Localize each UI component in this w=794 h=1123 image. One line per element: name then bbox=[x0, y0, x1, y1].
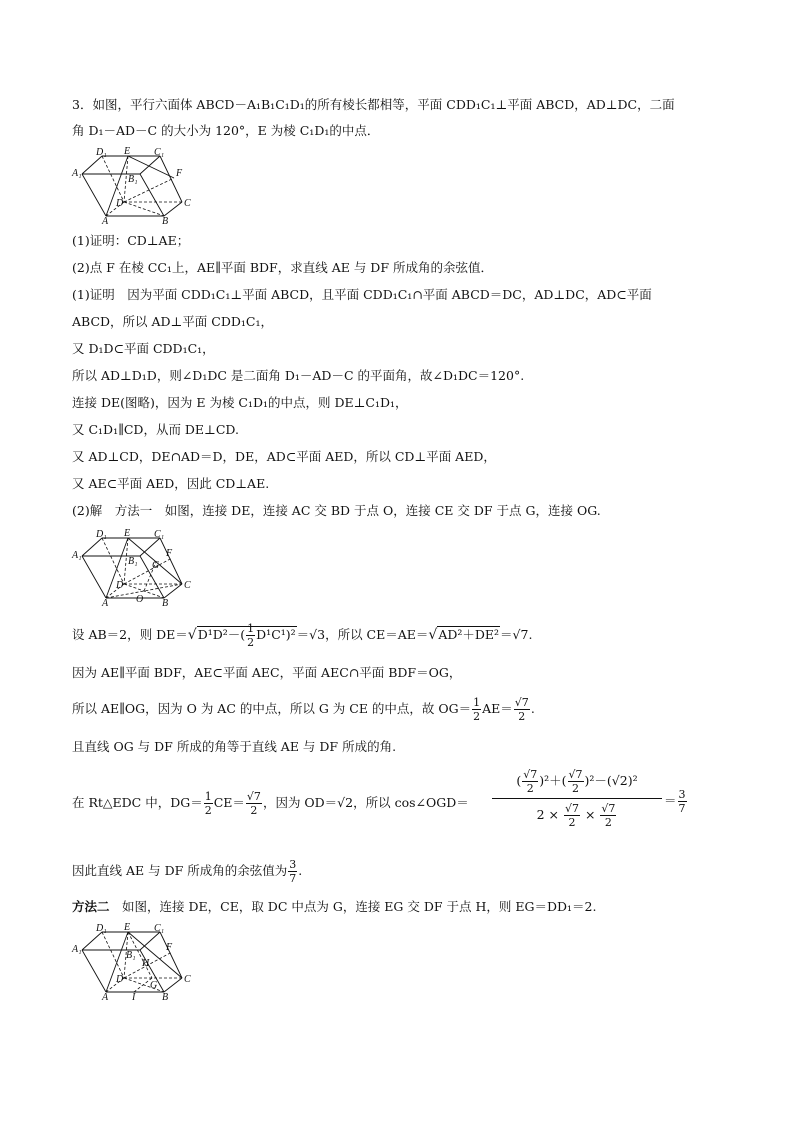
label-B1: B₁ bbox=[126, 950, 136, 961]
label-B: B bbox=[162, 598, 169, 608]
label-C1: C₁ bbox=[154, 147, 165, 158]
proof1-line-4: 所以 AD⊥D₁D，则∠D₁DC 是二面角 D₁－AD－C 的平面角，故∠D₁DC＝120°. bbox=[72, 368, 525, 383]
question-2: (2)点 F 在棱 CC₁上，AE∥平面 BDF，求直线 AE 与 DF 所成角的余弦值． bbox=[72, 260, 493, 275]
label-D: D bbox=[116, 580, 124, 591]
label-B1: B₁ bbox=[128, 174, 138, 185]
proof2-line-1: (2)解 方法一 如图，连接 DE，连接 AC 交 BD 于点 O，连接 CE 交 DF 于点 G，连接 OG. bbox=[72, 503, 601, 518]
label-I: I bbox=[132, 992, 136, 1003]
label-H: H bbox=[142, 958, 150, 969]
proof2-line-8: 方法二 如图，连接 DE，CE，取 DC 中点为 G，连接 EG 交 DF 于点 H，则 EG＝DD₁＝2. bbox=[72, 899, 597, 914]
label-C: C bbox=[184, 580, 191, 591]
radical-AE: AD²＋DE² bbox=[438, 627, 500, 642]
parallelepiped-diagram-2 bbox=[70, 528, 200, 608]
label-B: B bbox=[162, 992, 169, 1003]
label-D1: D₁ bbox=[96, 529, 107, 540]
label-D: D bbox=[116, 198, 124, 209]
label-C1: C₁ bbox=[154, 529, 165, 540]
label-C1: C₁ bbox=[154, 923, 165, 934]
label-G: G bbox=[150, 980, 158, 991]
parallelepiped-diagram bbox=[70, 146, 200, 224]
cos-fraction: ( $\frac{√7}{2}$ )²＋( $\frac{√7}{2}$ )²－(√2)² 2 × $\frac{√7}{2}$ × $\frac{√7}{2}$ bbox=[492, 768, 662, 829]
figure-3 bbox=[70, 922, 200, 1007]
label-F: F bbox=[176, 168, 183, 179]
label-A1: A₁ bbox=[72, 944, 82, 955]
proof1-line-6: 又 C₁D₁∥CD，从而 DE⊥CD. bbox=[72, 422, 239, 437]
proof1-line-7: 又 AD⊥CD，DE∩AD＝D，DE，AD⊂平面 AED，所以 CD⊥平面 AED， bbox=[72, 449, 496, 464]
proof2-line-7: 因此直线 AE 与 DF 所成角的余弦值为 $\frac{3}{7}$ . bbox=[72, 858, 303, 885]
label-E: E bbox=[124, 528, 131, 539]
label-A: A bbox=[102, 216, 109, 224]
problem-line-2: 角 D₁－AD－C 的大小为 120°，E 为棱 C₁D₁的中点． bbox=[72, 123, 380, 138]
proof2-line-4: 所以 AE∥OG，因为 O 为 AC 的中点，所以 G 为 CE 的中点，故 OG＝ $\frac{1}{2}$ AE＝ $\frac{√7}{2}$ . bbox=[72, 696, 535, 723]
label-E: E bbox=[124, 146, 131, 157]
label-A1: A₁ bbox=[72, 550, 82, 561]
proof1-line-5: 连接 DE(图略)，因为 E 为棱 C₁D₁的中点，则 DE⊥C₁D₁， bbox=[72, 395, 408, 410]
label-E: E bbox=[124, 922, 131, 933]
label-A: A bbox=[102, 598, 109, 608]
label-A1: A₁ bbox=[72, 168, 82, 179]
proof1-line-8: 又 AE⊂平面 AED，因此 CD⊥AE. bbox=[72, 476, 270, 491]
label-D1: D₁ bbox=[96, 147, 107, 158]
label-C: C bbox=[184, 974, 191, 985]
label-B1: B₁ bbox=[128, 556, 138, 567]
question-1: (1)证明：CD⊥AE； bbox=[72, 233, 190, 248]
label-D: D bbox=[116, 974, 124, 985]
proof2-line-5: 且直线 OG 与 DF 所成的角等于直线 AE 与 DF 所成的角. bbox=[72, 739, 397, 754]
parallelepiped-diagram-3 bbox=[70, 922, 200, 1004]
radical-DE: D¹D²－( $\frac{1}{2}$ D¹C¹)² bbox=[197, 622, 296, 649]
figure-2 bbox=[70, 528, 200, 611]
label-A: A bbox=[102, 992, 109, 1003]
proof1-line-3: 又 D₁D⊂平面 CDD₁C₁， bbox=[72, 341, 215, 356]
label-B: B bbox=[162, 216, 169, 224]
label-C: C bbox=[184, 198, 191, 209]
label-O: O bbox=[136, 594, 144, 605]
proof1-line-2: ABCD，所以 AD⊥平面 CDD₁C₁， bbox=[72, 314, 273, 329]
figure-1 bbox=[70, 146, 200, 227]
problem-line-1: 3．如图，平行六面体 ABCD－A₁B₁C₁D₁的所有棱长都相等，平面 CDD₁C₁⊥平面 ABCD，AD⊥DC，二面 bbox=[72, 97, 675, 112]
proof1-line-1: (1)证明 因为平面 CDD₁C₁⊥平面 ABCD，且平面 CDD₁C₁∩平面 ABCD＝DC，AD⊥DC，AD⊂平面 bbox=[72, 287, 652, 302]
label-G: G bbox=[152, 560, 160, 571]
label-F: F bbox=[166, 942, 173, 953]
label-D1: D₁ bbox=[96, 923, 107, 934]
label-F: F bbox=[166, 548, 173, 559]
proof2-line-3: 因为 AE∥平面 BDF，AE⊂平面 AEC，平面 AEC∩平面 BDF＝OG， bbox=[72, 665, 462, 680]
proof2-eq1: 设 AB＝2，则 DE＝√D¹D²－( $\frac{1}{2}$ D¹C¹)²＝√3，所以 CE＝AE＝√AD²＋DE²＝√7. bbox=[72, 622, 533, 649]
